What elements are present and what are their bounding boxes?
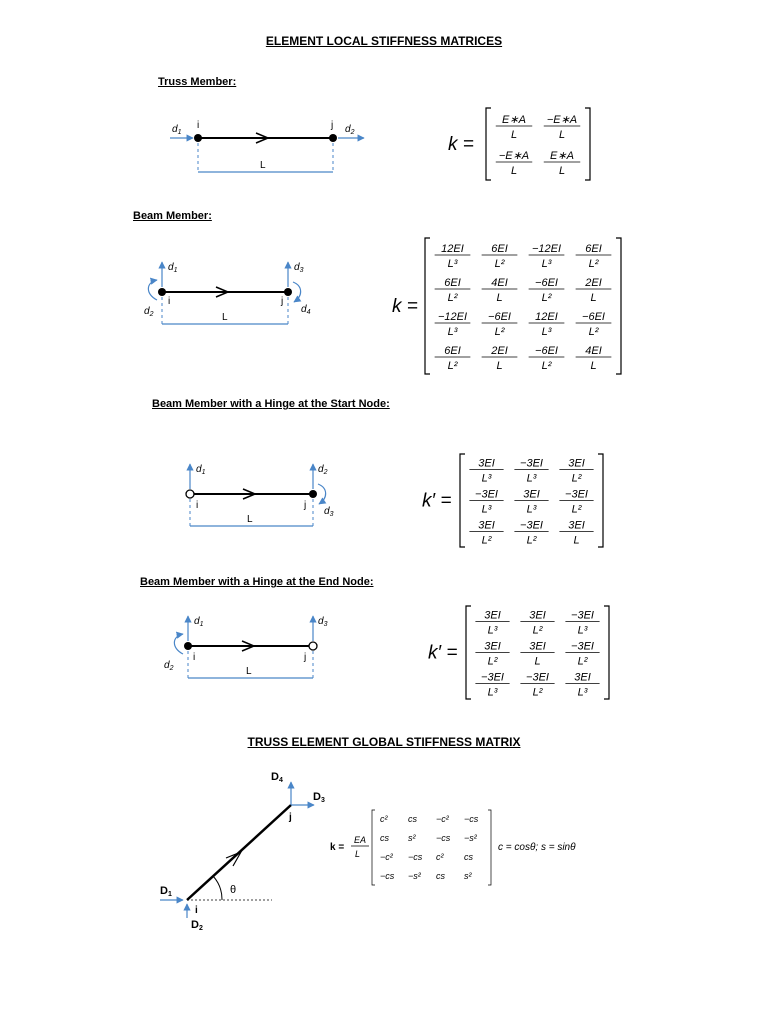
matrix-numerator: 6EI — [585, 243, 602, 255]
matrix-denominator: L — [590, 360, 597, 372]
matrix-numerator: 3EI — [529, 640, 546, 653]
matrix-numerator: −3EI — [520, 457, 543, 470]
beam-diagram — [144, 262, 311, 324]
matrix-numerator: 6EI — [491, 243, 508, 255]
matrix-numerator: 3EI — [529, 609, 546, 622]
matrix-numerator: −3EI — [481, 671, 504, 684]
bracket-right — [598, 454, 603, 547]
matrix-numerator: −12EI — [531, 243, 562, 255]
d1-label: $d_1$ — [172, 124, 182, 136]
hinge_end-matrix-lhs: k′ = — [428, 642, 458, 664]
node-j-label: j — [281, 296, 284, 307]
node-j-dot — [329, 134, 337, 142]
matrix-numerator: E∗A — [550, 150, 574, 162]
node-i-label: i — [193, 652, 196, 663]
matrix-numerator: 3EI — [478, 519, 495, 532]
global-matrix-cell: cs — [436, 871, 445, 881]
D3-label: D3 — [313, 791, 325, 804]
hinge-start-heading: Beam Member with a Hinge at the Start Node: — [152, 398, 390, 410]
matrix-numerator: −3EI — [526, 671, 549, 684]
hinge-end-diagram — [164, 616, 328, 678]
bracket-right — [616, 238, 621, 374]
matrix-denominator: L³ — [526, 503, 537, 516]
matrix-numerator: −12EI — [437, 311, 468, 323]
global-matrix-cell: −s² — [464, 833, 477, 843]
d2-label: $d_2$ — [164, 660, 174, 672]
matrix-denominator: L² — [481, 534, 492, 547]
hinge-start-stiffness-matrix — [422, 454, 603, 547]
matrix-denominator: L³ — [541, 258, 552, 270]
matrix-denominator: L² — [541, 360, 552, 372]
page-title: ELEMENT LOCAL STIFFNESS MATRICES — [265, 34, 503, 48]
coef-numerator: EA — [354, 835, 367, 845]
matrix-denominator: L² — [571, 503, 582, 516]
bracket-right — [488, 810, 491, 885]
d1-label: $d_1$ — [196, 464, 206, 476]
matrix-numerator: 2EI — [491, 345, 508, 357]
d2-label: $d_2$ — [318, 464, 328, 476]
matrix-numerator: 12EI — [535, 311, 558, 323]
matrix-denominator: L — [558, 165, 566, 177]
matrix-denominator: L² — [494, 258, 505, 270]
node-i-label: i — [197, 120, 200, 131]
matrix-numerator: −3EI — [571, 640, 594, 653]
node-j-label: j — [331, 120, 334, 131]
matrix-denominator: L³ — [577, 686, 588, 699]
matrix-numerator: 2EI — [585, 277, 602, 289]
matrix-numerator: 3EI — [574, 671, 591, 684]
node-j-dot — [284, 288, 292, 296]
matrix-numerator: −3EI — [565, 488, 588, 501]
global-matrix-cell: −c² — [380, 852, 393, 862]
global-truss-diagram — [160, 771, 325, 932]
d1-label: $d_1$ — [194, 616, 204, 628]
bracket-right — [604, 606, 609, 699]
global-matrix-cell: cs — [380, 833, 389, 843]
matrix-denominator: L³ — [447, 326, 458, 338]
matrix-numerator: −3EI — [475, 488, 498, 501]
node-i-dot — [184, 642, 192, 650]
matrix-numerator: E∗A — [502, 114, 526, 126]
matrix-numerator: −6EI — [535, 277, 558, 289]
global-matrix-cell: s² — [464, 871, 472, 881]
global-matrix-cell: −c² — [436, 814, 449, 824]
matrix-denominator: L³ — [541, 326, 552, 338]
d4-label: $d_4$ — [301, 304, 311, 316]
global-stiffness-equation — [330, 810, 576, 885]
matrix-numerator: −E∗A — [498, 150, 530, 162]
theta-label: θ — [230, 884, 237, 896]
global-matrix-cell: cs — [464, 852, 473, 862]
matrix-denominator: L² — [526, 534, 537, 547]
beam-heading: Beam Member: — [133, 210, 212, 222]
bracket-left — [372, 810, 375, 885]
bracket-left — [486, 108, 491, 180]
matrix-denominator: L² — [588, 326, 599, 338]
matrix-denominator: L³ — [447, 258, 458, 270]
matrix-denominator: L³ — [481, 472, 492, 485]
matrix-denominator: L — [510, 165, 518, 177]
D2-label: D2 — [191, 919, 203, 932]
matrix-denominator: L² — [588, 258, 599, 270]
angle-arc — [213, 876, 222, 900]
matrix-numerator: 6EI — [444, 277, 461, 289]
hinge-start-diagram — [186, 464, 334, 526]
matrix-denominator: L — [496, 360, 503, 372]
node-j-label: j — [304, 652, 307, 663]
length-label: L — [247, 514, 253, 525]
matrix-denominator: L² — [532, 624, 543, 637]
matrix-denominator: L² — [532, 686, 543, 699]
matrix-numerator: 3EI — [523, 488, 540, 501]
global-matrix-cell: −cs — [464, 814, 479, 824]
global-matrix-cell: −cs — [380, 871, 395, 881]
length-label: L — [260, 160, 266, 171]
global-lhs: k = — [330, 842, 345, 853]
matrix-denominator: L² — [571, 472, 582, 485]
global-matrix-cell: −cs — [408, 852, 423, 862]
matrix-denominator: L² — [577, 655, 588, 668]
bracket-left — [466, 606, 471, 699]
d2-rotation-icon — [148, 280, 157, 300]
d3-label: $d_3$ — [294, 262, 304, 274]
d3-label: $d_3$ — [324, 506, 334, 518]
truss-heading: Truss Member: — [158, 76, 237, 88]
hinge-node-j — [309, 642, 317, 650]
hinge-end-stiffness-matrix — [428, 606, 609, 699]
matrix-denominator: L — [558, 129, 566, 141]
D1-label: D1 — [160, 885, 172, 898]
hinge_start-matrix-lhs: k′ = — [422, 490, 452, 512]
node-i-dot — [158, 288, 166, 296]
d3-label: $d_3$ — [318, 616, 328, 628]
length-label: L — [222, 312, 228, 323]
matrix-numerator: 3EI — [568, 457, 585, 470]
matrix-denominator: L³ — [487, 686, 498, 699]
matrix-denominator: L³ — [577, 624, 588, 637]
global-matrix-cell: s² — [408, 833, 416, 843]
d2-label: $d_2$ — [144, 306, 154, 318]
matrix-numerator: −6EI — [488, 311, 511, 323]
d4-rotation-icon — [293, 282, 301, 302]
beam-stiffness-matrix — [392, 238, 621, 374]
node-i-dot — [194, 134, 202, 142]
matrix-denominator: L — [534, 655, 541, 668]
d1-label: $d_1$ — [168, 262, 178, 274]
matrix-denominator: L² — [494, 326, 505, 338]
global-matrix-cell: −cs — [436, 833, 451, 843]
trig-definitions: c = cosθ; s = sinθ — [498, 842, 576, 853]
coef-denominator: L — [355, 849, 361, 859]
global-matrix-cell: cs — [408, 814, 417, 824]
matrix-denominator: L³ — [481, 503, 492, 516]
global-heading: TRUSS ELEMENT GLOBAL STIFFNESS MATRIX — [247, 735, 521, 749]
D4-label: D4 — [271, 771, 283, 784]
bracket-left — [425, 238, 430, 374]
matrix-numerator: 3EI — [478, 457, 495, 470]
node-j-label: j — [304, 500, 307, 511]
beam-matrix-lhs: k = — [392, 296, 418, 317]
matrix-numerator: −3EI — [571, 609, 594, 622]
truss-diagram — [170, 120, 364, 172]
matrix-denominator: L² — [447, 360, 458, 372]
matrix-denominator: L³ — [487, 624, 498, 637]
d3-rotation-icon — [318, 484, 326, 504]
matrix-denominator: L — [510, 129, 518, 141]
bracket-right — [585, 108, 590, 180]
matrix-numerator: −6EI — [582, 311, 605, 323]
hinge-end-heading: Beam Member with a Hinge at the End Node: — [140, 576, 374, 588]
matrix-denominator: L — [590, 292, 597, 304]
node-i-label: i — [168, 296, 171, 307]
matrix-numerator: 4EI — [491, 277, 508, 289]
matrix-denominator: L — [573, 534, 580, 547]
length-label: L — [246, 666, 252, 677]
matrix-numerator: 6EI — [444, 345, 461, 357]
global-matrix-cell: c² — [436, 852, 444, 862]
node-i-label: i — [196, 500, 199, 511]
matrix-numerator: −3EI — [520, 519, 543, 532]
matrix-denominator: L² — [541, 292, 552, 304]
node-i-label: i — [195, 905, 198, 916]
global-matrix-cell: −s² — [408, 871, 421, 881]
bracket-left — [460, 454, 465, 547]
matrix-numerator: 3EI — [484, 609, 501, 622]
node-j-dot — [309, 490, 317, 498]
matrix-denominator: L — [496, 292, 503, 304]
global-matrix-cell: c² — [380, 814, 388, 824]
hinge-node-i — [186, 490, 194, 498]
matrix-numerator: 3EI — [484, 640, 501, 653]
truss-stiffness-matrix — [448, 108, 590, 180]
matrix-numerator: −E∗A — [546, 114, 578, 126]
matrix-numerator: −6EI — [535, 345, 558, 357]
matrix-numerator: 12EI — [441, 243, 464, 255]
matrix-numerator: 4EI — [585, 345, 602, 357]
node-j-label: j — [289, 812, 292, 823]
matrix-numerator: 3EI — [568, 519, 585, 532]
matrix-denominator: L² — [447, 292, 458, 304]
matrix-denominator: L² — [487, 655, 498, 668]
matrix-denominator: L³ — [526, 472, 537, 485]
d2-label: $d_2$ — [345, 124, 355, 136]
global-matrix-cells — [380, 814, 479, 881]
truss-matrix-lhs: k = — [448, 134, 474, 155]
d2-rotation-icon — [174, 634, 183, 654]
